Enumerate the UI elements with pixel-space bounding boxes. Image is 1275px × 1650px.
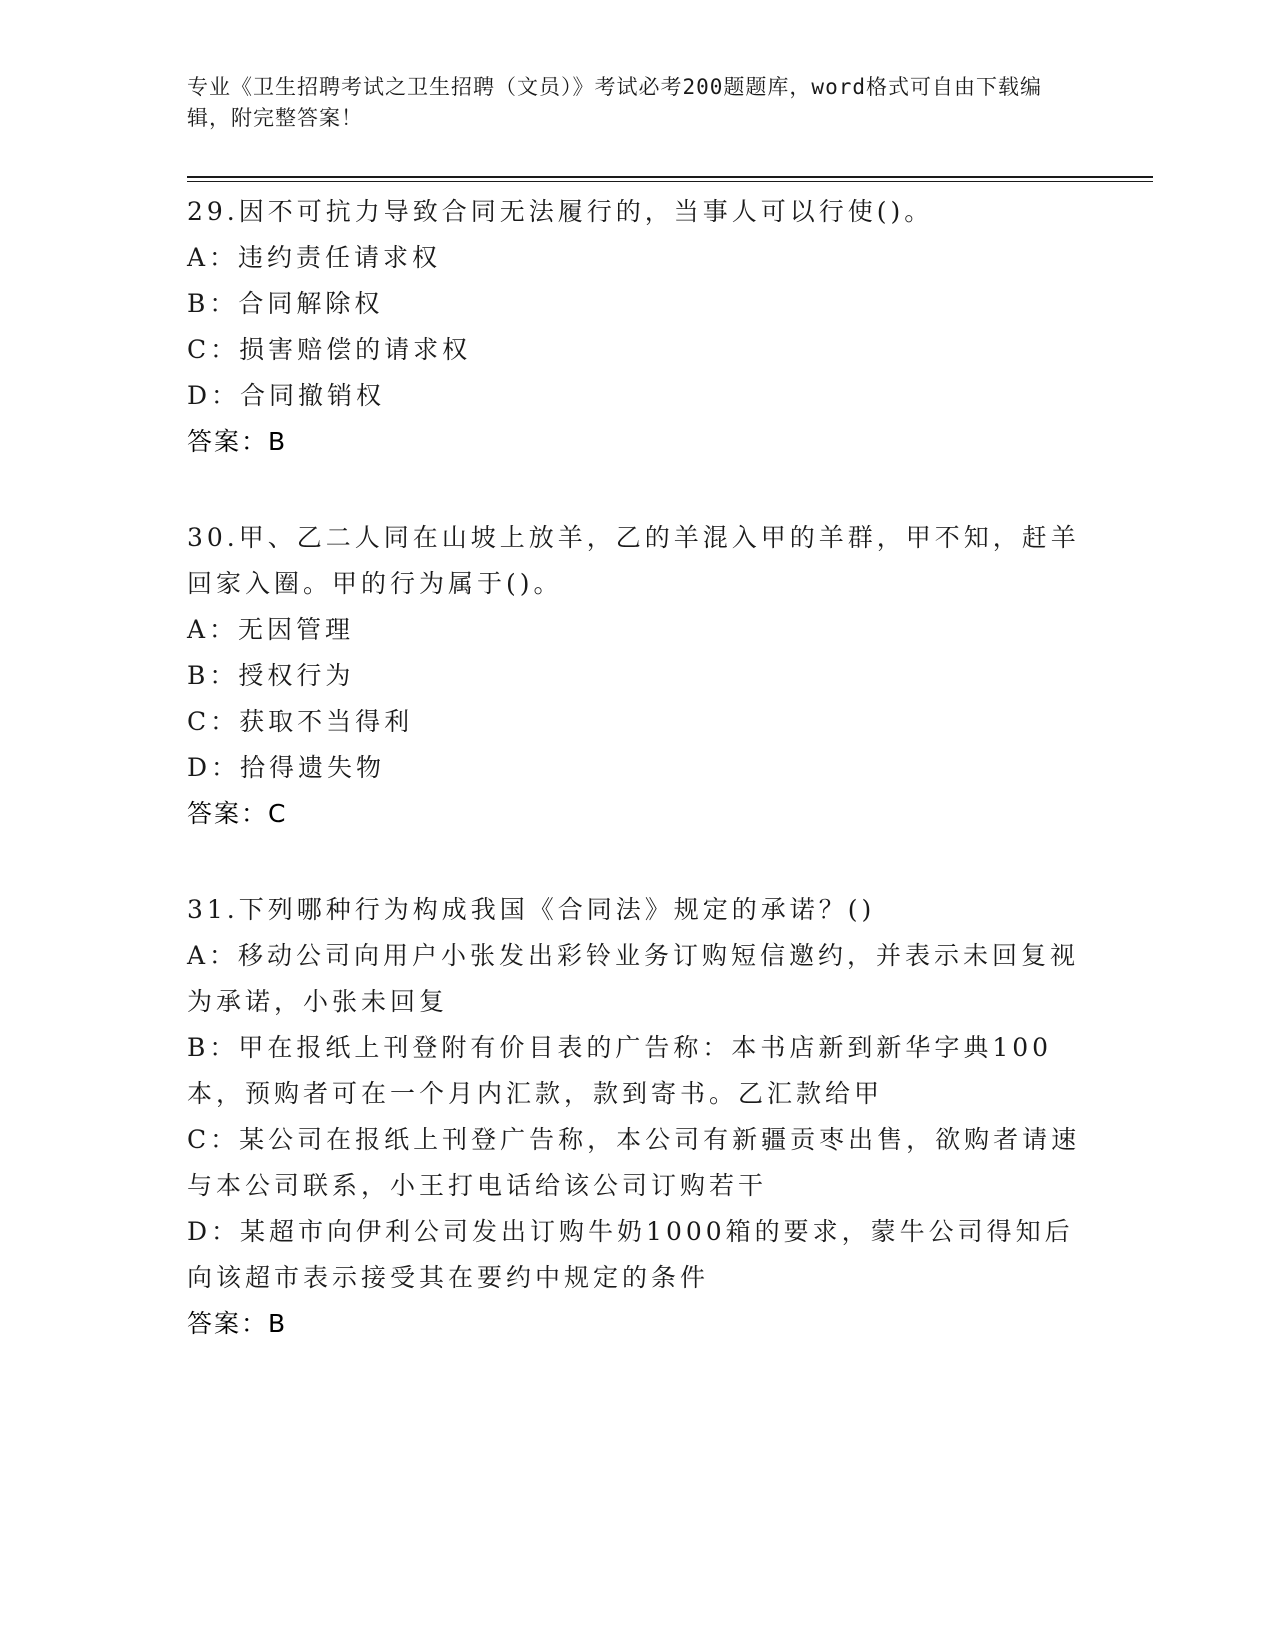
option-a: A：移动公司向用户小张发出彩铃业务订购短信邀约，并表示未回复视为承诺，小张未回复 — [187, 941, 1080, 1016]
option-c: C：某公司在报纸上刊登广告称，本公司有新疆贡枣出售，欲购者请速与本公司联系，小王打电话给该公司订购若干 — [187, 1125, 1081, 1200]
question-30 — [187, 515, 1087, 837]
question-stem: 30.甲、乙二人同在山坡上放羊，乙的羊混入甲的羊群，甲不知，赶羊回家入圈。甲的行为属于()。 — [187, 523, 1080, 598]
answer-label: 答案：B — [187, 427, 288, 456]
option-c: C：获取不当得利 — [187, 707, 414, 736]
option-c: C：损害赔偿的请求权 — [187, 335, 472, 364]
option-b: B：甲在报纸上刊登附有价目表的广告称：本书店新到新华字典100本，预购者可在一个月内汇款，款到寄书。乙汇款给甲 — [187, 1033, 1053, 1108]
option-b: B：合同解除权 — [187, 289, 384, 318]
header-divider-thick — [187, 176, 1153, 178]
question-stem: 31.下列哪种行为构成我国《合同法》规定的承诺？() — [187, 895, 876, 924]
option-d: D：拾得遗失物 — [187, 753, 386, 782]
option-b: B：授权行为 — [187, 661, 355, 690]
answer-label: 答案：C — [187, 799, 288, 828]
document-header: 专业《卫生招聘考试之卫生招聘（文员）》考试必考200题题库，word格式可自由下载编辑，附完整答案！ — [187, 75, 1042, 130]
option-a: A：无因管理 — [187, 615, 355, 644]
question-list — [187, 189, 1087, 1397]
option-d: D：合同撤销权 — [187, 381, 386, 410]
answer-label: 答案：B — [187, 1309, 288, 1338]
header-divider-thin — [187, 181, 1153, 182]
option-a: A：违约责任请求权 — [187, 243, 442, 272]
option-d: D：某超市向伊利公司发出订购牛奶1000箱的要求，蒙牛公司得知后向该超市表示接受其在要约中规定的条件 — [187, 1217, 1074, 1292]
question-31 — [187, 887, 1087, 1347]
question-29 — [187, 189, 1087, 465]
question-stem: 29.因不可抗力导致合同无法履行的，当事人可以行使()。 — [187, 197, 934, 226]
